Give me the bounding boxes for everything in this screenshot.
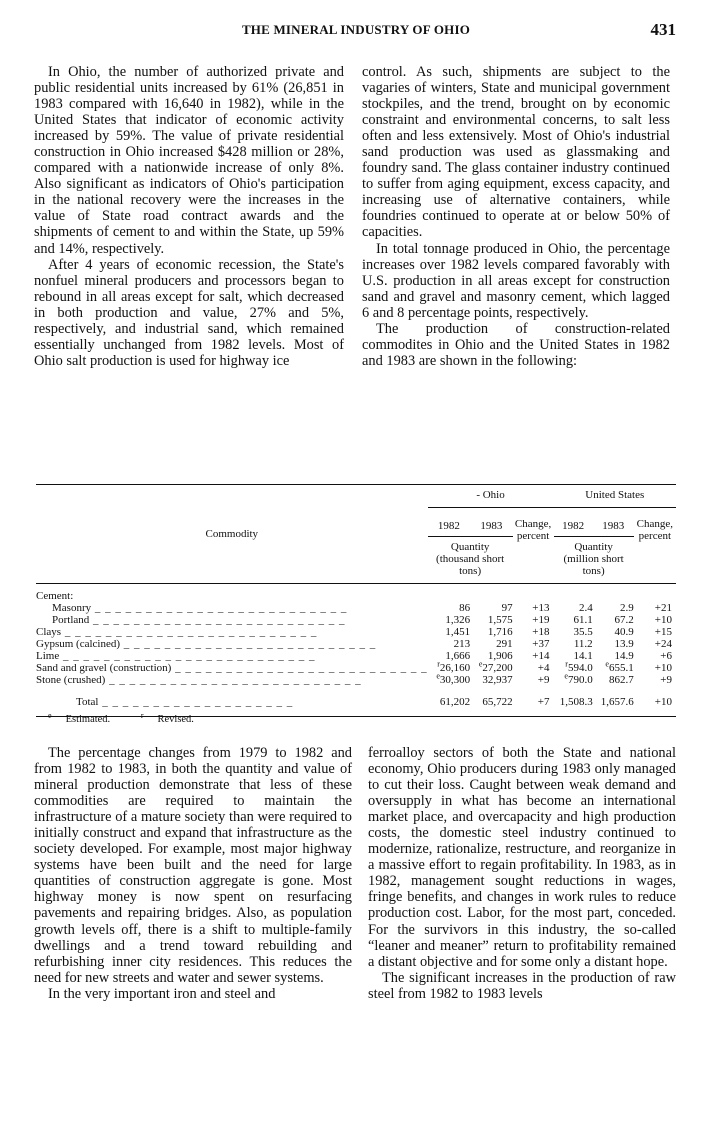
cell-value: 1,451 bbox=[445, 626, 471, 638]
paragraph: The significant increases in the production of raw steel from 1982 to 1983 levels bbox=[368, 969, 676, 1002]
paragraph: The production of construction-related commodites in Ohio and the United States in 1982 and 1983 are shown in the following: bbox=[362, 320, 670, 369]
cell-value: 594.0 bbox=[567, 662, 593, 674]
cell-value: +9 bbox=[537, 674, 550, 686]
cell-value: +19 bbox=[532, 614, 550, 626]
cell-o82 bbox=[428, 614, 471, 626]
header-us-1982: 1982 bbox=[554, 508, 593, 537]
header-ohio-unit-line2: (thousand short tons) bbox=[436, 553, 505, 577]
commodity-name: Gypsum (calcined) bbox=[36, 638, 120, 650]
leader-dots: _ _ _ _ _ _ _ _ _ _ _ _ _ _ _ _ _ _ _ bbox=[98, 696, 294, 708]
cell-commodity bbox=[36, 626, 428, 638]
cell-commodity bbox=[36, 614, 428, 626]
cell-value: 27,200 bbox=[482, 662, 513, 674]
commodity-table bbox=[36, 484, 676, 717]
page-header bbox=[36, 20, 676, 42]
cell-uc bbox=[634, 674, 676, 686]
header-us-change: Change, percent bbox=[636, 518, 674, 542]
header-ohio-change: Change, percent bbox=[514, 518, 552, 542]
header-ohio-1982: 1982 bbox=[428, 508, 471, 537]
cell-uc bbox=[634, 686, 676, 717]
total-label: Total bbox=[76, 696, 99, 708]
cell-o83 bbox=[470, 650, 513, 662]
table-row bbox=[36, 638, 676, 650]
commodity-name: Stone (crushed) bbox=[36, 674, 106, 686]
cell-u82 bbox=[554, 602, 593, 614]
cell-u82 bbox=[554, 686, 593, 717]
cell-value: 2.4 bbox=[578, 602, 593, 614]
cell-value: 1,326 bbox=[445, 614, 471, 626]
cell-u82 bbox=[554, 650, 593, 662]
page-number: 431 bbox=[650, 20, 676, 39]
leader-dots: _ _ _ _ _ _ _ _ _ _ _ _ _ _ _ _ _ _ _ _ _ _ _ _ _ bbox=[171, 662, 428, 674]
text-column-bottom-left bbox=[34, 745, 352, 1002]
text-column-bottom-right bbox=[368, 745, 676, 1002]
cell-u82 bbox=[554, 638, 593, 650]
header-us-1983: 1983 bbox=[593, 508, 634, 537]
cell-value: +13 bbox=[532, 602, 550, 614]
text-column-top-right bbox=[362, 64, 670, 369]
cell-value: +4 bbox=[537, 662, 550, 674]
cell-o82 bbox=[428, 638, 471, 650]
cell-value: +6 bbox=[660, 650, 672, 662]
cell-value: +10 bbox=[654, 696, 672, 708]
footnote-mark: e bbox=[605, 659, 609, 669]
footnote-mark: e bbox=[478, 659, 483, 669]
cell-value: 30,300 bbox=[439, 674, 471, 686]
cell-value: 61,202 bbox=[439, 696, 471, 708]
cell-o82 bbox=[428, 659, 471, 674]
cell-value: +37 bbox=[532, 638, 550, 650]
cell-o83 bbox=[470, 602, 513, 614]
cell-u83 bbox=[593, 674, 634, 686]
cell-o83 bbox=[470, 626, 513, 638]
header-ohio: - Ohio bbox=[428, 485, 554, 508]
paragraph: After 4 years of economic recession, the State's nonfuel mineral producers and processors began to rebound in all areas except for salt, which decreased in both production and value, 27% and 5%, respectively, and industrial sand, which remained essentially unchanged from 1982 levels. Most of Ohio salt production is used for highway ice bbox=[34, 256, 344, 369]
cell-uc bbox=[634, 626, 676, 638]
cell-u83 bbox=[593, 638, 634, 650]
cell-commodity bbox=[36, 662, 428, 674]
cell-value: 1,666 bbox=[445, 650, 471, 662]
cell-value: 1,508.3 bbox=[559, 696, 593, 708]
footnote-mark: r bbox=[437, 659, 440, 669]
header-ohio-unit bbox=[428, 537, 513, 584]
header-ohio-unit-line1: Quantity bbox=[450, 541, 490, 553]
cell-value: 291 bbox=[496, 638, 513, 650]
cell-value: +7 bbox=[537, 696, 550, 708]
cell-commodity bbox=[36, 638, 428, 650]
cell-o82 bbox=[428, 626, 471, 638]
cell-value: 97 bbox=[501, 602, 513, 614]
footnote-mark: e bbox=[564, 671, 568, 681]
footnote-mark: e bbox=[436, 671, 440, 681]
table-row bbox=[36, 674, 676, 686]
table-total-row bbox=[36, 686, 676, 717]
table-body bbox=[36, 602, 676, 686]
table-footnotes bbox=[48, 710, 222, 725]
cell-oc bbox=[513, 626, 554, 638]
cell-value: +24 bbox=[654, 638, 672, 650]
leader-dots: _ _ _ _ _ _ _ _ _ _ _ _ _ _ _ _ _ _ _ _ _ _ _ _ _ bbox=[61, 626, 318, 638]
cell-value: +18 bbox=[532, 626, 550, 638]
header-commodity: Commodity bbox=[205, 528, 259, 540]
cell-commodity bbox=[36, 686, 428, 717]
cell-value: +15 bbox=[654, 626, 672, 638]
cell-value: 1,906 bbox=[487, 650, 513, 662]
cell-oc bbox=[513, 614, 554, 626]
leader-dots: _ _ _ _ _ _ _ _ _ _ _ _ _ _ _ _ _ _ _ _ _ _ _ _ _ bbox=[59, 650, 316, 662]
cell-value: 1,716 bbox=[487, 626, 513, 638]
running-title: THE MINERAL INDUSTRY OF OHIO bbox=[241, 22, 471, 37]
cell-oc bbox=[513, 686, 554, 717]
cell-o83 bbox=[470, 614, 513, 626]
cell-value: 11.2 bbox=[573, 638, 593, 650]
cell-value: +21 bbox=[654, 602, 672, 614]
cell-value: 790.0 bbox=[567, 674, 593, 686]
footnote-estimated: $^e$ Estimated. bbox=[48, 710, 111, 725]
cell-u82 bbox=[554, 671, 593, 686]
leader-dots: _ _ _ _ _ _ _ _ _ _ _ _ _ _ _ _ _ _ _ _ _ _ _ _ _ bbox=[120, 638, 377, 650]
cell-value: 1,575 bbox=[487, 614, 513, 626]
cell-uc bbox=[634, 662, 676, 674]
cell-value: 67.2 bbox=[614, 614, 634, 626]
cell-value: 655.1 bbox=[608, 662, 634, 674]
cell-o83 bbox=[470, 638, 513, 650]
table-row bbox=[36, 626, 676, 638]
cell-value: 86 bbox=[459, 602, 471, 614]
cell-u83 bbox=[593, 602, 634, 614]
commodity-name: Sand and gravel (construction) bbox=[36, 662, 172, 674]
table-row bbox=[36, 662, 676, 674]
header-ohio-1983: 1983 bbox=[470, 508, 513, 537]
cell-oc bbox=[513, 674, 554, 686]
group-cement-label: Cement: bbox=[36, 590, 74, 602]
leader-dots: _ _ _ _ _ _ _ _ _ _ _ _ _ _ _ _ _ _ _ _ _ _ _ _ _ bbox=[105, 674, 362, 686]
cell-u83 bbox=[593, 614, 634, 626]
cell-u82 bbox=[554, 626, 593, 638]
table-row bbox=[36, 602, 676, 614]
cell-o82 bbox=[428, 671, 471, 686]
cell-oc bbox=[513, 602, 554, 614]
cell-uc bbox=[634, 638, 676, 650]
cell-u83 bbox=[593, 626, 634, 638]
cell-oc bbox=[513, 662, 554, 674]
text-column-top-left bbox=[34, 64, 344, 369]
table-row bbox=[36, 614, 676, 626]
cell-commodity bbox=[36, 650, 428, 662]
footnote-mark: r bbox=[565, 659, 568, 669]
cell-u82 bbox=[554, 659, 593, 674]
commodity-name: Lime bbox=[36, 650, 60, 662]
cell-oc bbox=[513, 650, 554, 662]
cell-uc bbox=[634, 650, 676, 662]
paragraph: ferroalloy sectors of both the State and national economy, Ohio producers during 1983 only managed to cut their loss. Caught between weak demand and oversupply in what has become an international market place, and overcapacity and high production costs, the domestic steel industry continued to modernize, rationalize, restructure, and reorganize in a massive effort to regain profitability. In 1983, as in 1982, management sought reductions in wages, fringe benefits, and changes in work rules to reduce production cost. Labor, for the most part, conceded. For the survivors in this industry, the so-called “leaner and meaner” return to profitability remained a distant objective and for some only a distant hope. bbox=[368, 745, 676, 970]
cell-value: +14 bbox=[532, 650, 550, 662]
cell-value: 14.1 bbox=[573, 650, 593, 662]
cell-commodity bbox=[36, 674, 428, 686]
cell-o83 bbox=[470, 674, 513, 686]
header-united-states: United States bbox=[554, 485, 676, 508]
cell-value: +10 bbox=[654, 614, 672, 626]
header-us-unit-line1: Quantity bbox=[574, 541, 613, 553]
leader-dots: _ _ _ _ _ _ _ _ _ _ _ _ _ _ _ _ _ _ _ _ _ _ _ _ _ bbox=[89, 614, 346, 626]
paragraph: In the very important iron and steel and bbox=[48, 985, 276, 1002]
header-us-unit-line2: (million short tons) bbox=[563, 553, 624, 577]
cell-o82 bbox=[428, 602, 471, 614]
cell-uc bbox=[634, 614, 676, 626]
leader-dots: _ _ _ _ _ _ _ _ _ _ _ _ _ _ _ _ _ _ _ _ _ _ _ _ _ bbox=[91, 602, 348, 614]
cell-value: 26,160 bbox=[439, 662, 471, 674]
cell-value: 1,657.6 bbox=[600, 696, 634, 708]
paragraph: In Ohio, the number of authorized private and public residential units increased by 61% (26,851 in 1983 compared with 16,640 in 1982), while in the United States that indicator of economic activity increased by 59%. The value of private residential construction in Ohio increased $428 million or 28%, compared with a nationwide increase of only 8%. Also significant as indicators of Ohio's participation in the national recovery were the increases in the value of State road contract awards and the shipments of cement to and within the State, up 59% and 14%, respectively. bbox=[34, 64, 344, 257]
header-us-unit bbox=[554, 537, 634, 584]
cell-u83 bbox=[593, 686, 634, 717]
cell-o82 bbox=[428, 650, 471, 662]
cell-value: +9 bbox=[660, 674, 672, 686]
cell-value: 40.9 bbox=[614, 626, 634, 638]
table-row bbox=[36, 650, 676, 662]
paragraph: control. As such, shipments are subject to the vagaries of winters, State and municipal government stockpiles, and the trend, brought on by economic constraint and environmental concerns, to salt less often and less extensively. Most of Ohio's industrial sand production was used as glassmaking and foundry sand. The glass container industry continued to suffer from aging equipment, excess capacity, and increasing use of alternative containers, while foundries continued to operate at or below 50% of capacities. bbox=[362, 64, 670, 241]
cell-o83 bbox=[470, 686, 513, 717]
cell-oc bbox=[513, 638, 554, 650]
cell-value: 14.9 bbox=[614, 650, 634, 662]
cell-value: 213 bbox=[453, 638, 471, 650]
commodity-table-wrapper bbox=[36, 484, 676, 717]
paragraph: The percentage changes from 1979 to 1982 and from 1982 to 1983, in both the quantity and value of mineral production demonstrate that less of these commodities are required to maintain the infrastructure of a mature society than were required to initially construct and expand that infrastructure as the society developed. For example, most major highway systems have been built and the need for large quantities of construction aggregate is gone. Most highway money is now spent on resurfacing pavements and repairing bridges. Also, as population growth levels off, there is a shift to multiple-family dwellings and a trend toward rebuilding and refurbishing inner city residences. This reduces the need for new streets and water and sewer systems. bbox=[34, 745, 352, 986]
cell-value: 61.1 bbox=[573, 614, 593, 626]
paragraph: In total tonnage produced in Ohio, the percentage increases over 1982 levels compared favorably with U.S. production in all areas except for construction sand and gravel and masonry cement, which lagged 6 and 8 percentage points, respectively. bbox=[362, 240, 670, 321]
cell-value: 65,722 bbox=[482, 696, 513, 708]
commodity-name: Portland bbox=[52, 614, 90, 626]
footnote-revised: $^r$ Revised. bbox=[140, 710, 194, 725]
cell-u82 bbox=[554, 614, 593, 626]
cell-value: 862.7 bbox=[608, 674, 634, 686]
cell-uc bbox=[634, 602, 676, 614]
commodity-name: Clays bbox=[36, 626, 62, 638]
cell-value: 35.5 bbox=[573, 626, 593, 638]
cell-value: 32,937 bbox=[482, 674, 513, 686]
cell-u83 bbox=[593, 650, 634, 662]
cell-o82 bbox=[428, 686, 471, 717]
cell-o83 bbox=[470, 659, 513, 674]
cell-value: 13.9 bbox=[614, 638, 634, 650]
cell-u83 bbox=[593, 659, 634, 674]
cell-commodity bbox=[36, 602, 428, 614]
cell-value: 2.9 bbox=[619, 602, 634, 614]
cell-value: +10 bbox=[654, 662, 672, 674]
commodity-name: Masonry bbox=[52, 602, 92, 614]
